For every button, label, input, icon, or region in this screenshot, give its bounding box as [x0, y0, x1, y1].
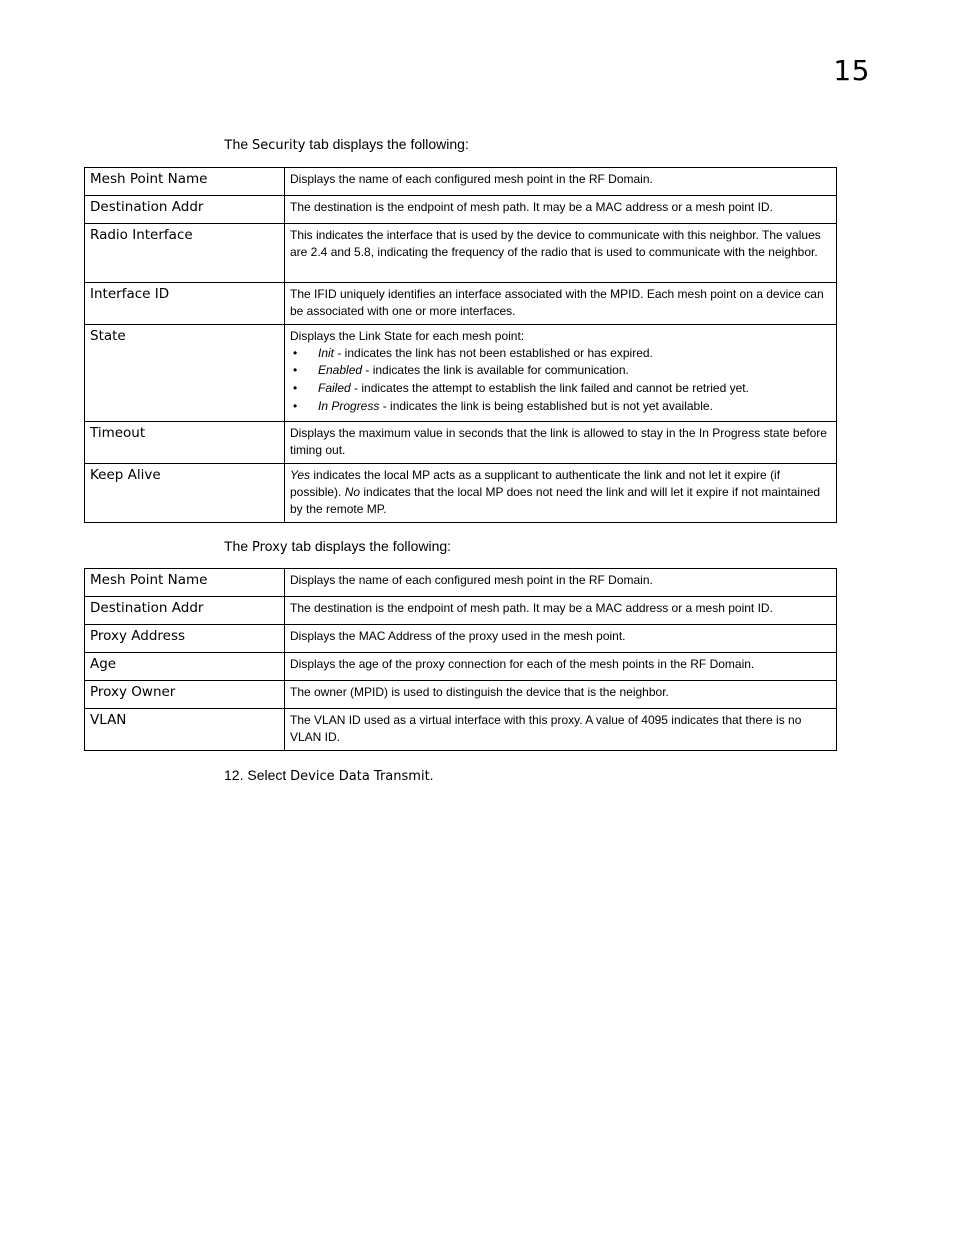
- table-row: [85, 709, 837, 751]
- table-row: [85, 597, 837, 625]
- term-mesh-point-name: Mesh Point Name: [85, 569, 285, 597]
- table-row: [85, 224, 837, 283]
- desc-keep-alive: Yes indicates the local MP acts as a supplicant to authenticate the link and not let it expire (if possible). No indicates that the local MP does not need the link and will let it expire if not maintained by the remote MP.: [285, 464, 837, 523]
- table-row: [85, 196, 837, 224]
- term-proxy-owner: Proxy Owner: [85, 681, 285, 709]
- security-tab-name: Security: [252, 138, 306, 153]
- desc-age: Displays the age of the proxy connection for each of the mesh points in the RF Domain.: [285, 653, 837, 681]
- state-bullet-list: [290, 345, 830, 415]
- desc-destination-addr: The destination is the endpoint of mesh path. It may be a MAC address or a mesh point ID.: [285, 196, 837, 224]
- desc-proxy-owner: The owner (MPID) is used to distinguish the device that is the neighbor.: [285, 681, 837, 709]
- table-row: [85, 464, 837, 523]
- table-row: [85, 653, 837, 681]
- table-row: [85, 422, 837, 464]
- table-row: [85, 625, 837, 653]
- bullet-icon: •: [293, 380, 298, 395]
- term-timeout: Timeout: [85, 422, 285, 464]
- term-destination-addr: Destination Addr: [85, 597, 285, 625]
- step-instruction: 12. Select Device Data Transmit.: [224, 767, 434, 784]
- desc-destination-addr: The destination is the endpoint of mesh path. It may be a MAC address or a mesh point ID.: [285, 597, 837, 625]
- table-row: [85, 168, 837, 196]
- list-item: • Enabled - indicates the link is available for communication.: [293, 362, 830, 380]
- desc-vlan: The VLAN ID used as a virtual interface with this proxy. A value of 4095 indicates that there is no VLAN ID.: [285, 709, 837, 751]
- bullet-icon: •: [293, 398, 298, 413]
- table-row: [85, 283, 837, 325]
- list-item: • Failed - indicates the attempt to establish the link failed and cannot be retried yet.: [293, 380, 830, 398]
- desc-timeout: Displays the maximum value in seconds that the link is allowed to stay in the In Progress state before timing out.: [285, 422, 837, 464]
- term-mesh-point-name: Mesh Point Name: [85, 168, 285, 196]
- device-data-transmit-label: Device Data Transmit: [290, 769, 430, 784]
- term-vlan: VLAN: [85, 709, 285, 751]
- list-item: • In Progress - indicates the link is being established but is not yet available.: [293, 398, 830, 416]
- chapter-number: 15: [833, 54, 870, 87]
- bullet-icon: •: [293, 345, 298, 360]
- table-row: [85, 569, 837, 597]
- proxy-intro: The Proxy tab displays the following:: [224, 538, 452, 555]
- security-intro: The Security tab displays the following:: [224, 136, 469, 153]
- step-number: 12.: [224, 767, 244, 783]
- term-radio-interface: Radio Interface: [85, 224, 285, 283]
- desc-radio-interface: This indicates the interface that is used by the device to communicate with this neighbor. The values are 2.4 and 5.8, indicating the frequency of the radio that is used to communicate with the neighbor.: [285, 224, 837, 283]
- desc-mesh-point-name: Displays the name of each configured mesh point in the RF Domain.: [285, 569, 837, 597]
- term-state: State: [85, 325, 285, 422]
- desc-interface-id: The IFID uniquely identifies an interface associated with the MPID. Each mesh point on a device can be associated with one or more interfaces.: [285, 283, 837, 325]
- proxy-tab-name: Proxy: [252, 540, 288, 555]
- list-item: • Init - indicates the link has not been established or has expired.: [293, 345, 830, 363]
- term-destination-addr: Destination Addr: [85, 196, 285, 224]
- desc-state: Displays the Link State for each mesh point: • Init - indicates the link has not been established or has expired. • Enabled - indicates the link is available for communication. • Failed - indicates the attempt to establish the link failed and cannot be retried yet. • In Progress - indicates the link is being established but is not yet available.: [285, 325, 837, 422]
- table-row: [85, 325, 837, 422]
- term-proxy-address: Proxy Address: [85, 625, 285, 653]
- desc-proxy-address: Displays the MAC Address of the proxy used in the mesh point.: [285, 625, 837, 653]
- table-row: [85, 681, 837, 709]
- term-age: Age: [85, 653, 285, 681]
- desc-mesh-point-name: Displays the name of each configured mesh point in the RF Domain.: [285, 168, 837, 196]
- proxy-table: [84, 568, 837, 751]
- bullet-icon: •: [293, 363, 298, 378]
- term-keep-alive: Keep Alive: [85, 464, 285, 523]
- security-table: [84, 167, 837, 523]
- term-interface-id: Interface ID: [85, 283, 285, 325]
